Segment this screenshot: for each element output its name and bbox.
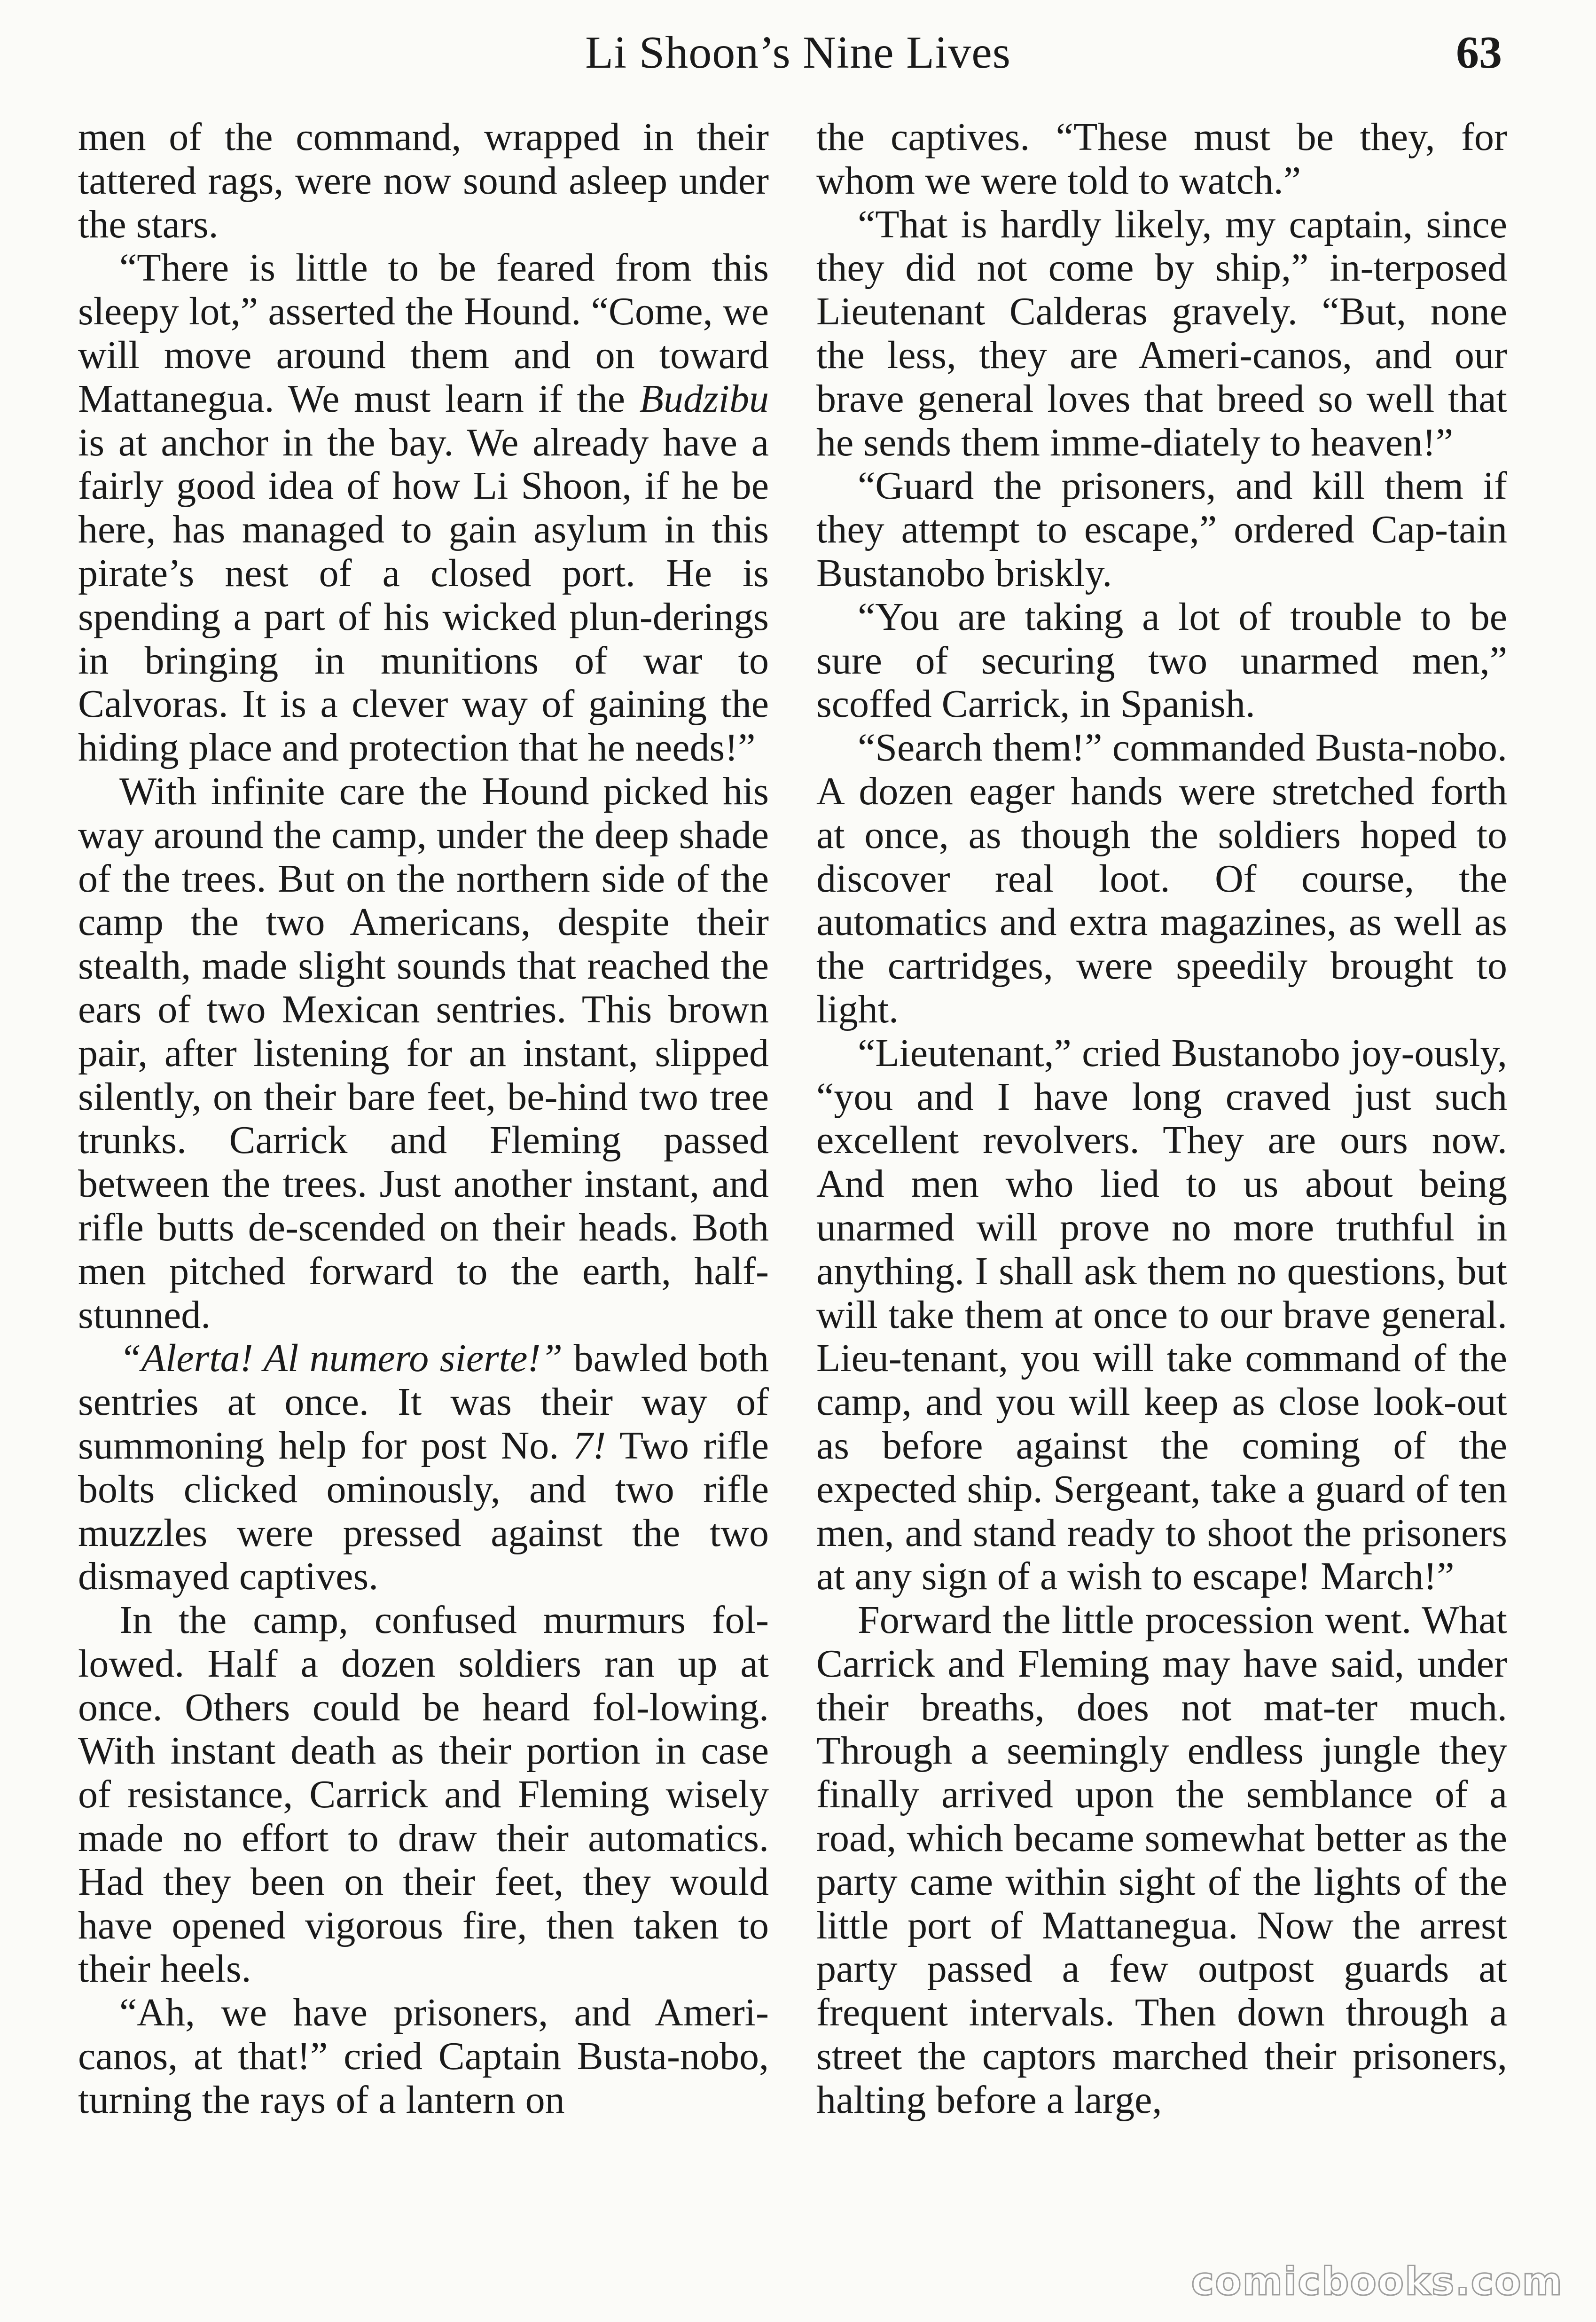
paragraph: “You are taking a lot of trouble to be sure of securing two unarmed men,” scoffed Carrick, in Spanish. (816, 595, 1507, 726)
paragraph: “Guard the prisoners, and kill them if they attempt to escape,” ordered Cap-tain Bustanobo briskly. (816, 464, 1507, 595)
paragraph: With infinite care the Hound picked his way around the camp, under the deep shade of the trees. But on the northern side of the camp the two Americans, despite their stealth, made slight sounds that reached the ears of two Mexican sentries. This brown pair, after listening for an instant, slipped silently, on their bare feet, be-hind two tree trunks. Carrick and Fleming passed between the trees. Just another instant, and rifle butts de-scended on their heads. Both men pitched forward to the earth, half-stunned. (78, 769, 769, 1337)
left-text-column (78, 116, 769, 2122)
paragraph: “Alerta! Al numero sierte!” bawled both sentries at once. It was their way of summoning help for post No. 7! Two rifle bolts clicked ominously, and two rifle muzzles were pressed against the two dismayed captives. (78, 1336, 769, 1599)
paragraph: Forward the little procession went. What Carrick and Fleming may have said, under their breaths, does not mat-ter much. Through a seemingly endless jungle they finally arrived upon the semblance of a road, which became somewhat better as the party came within sight of the lights of the little port of Mattanegua. Now the arrest party passed a few outpost guards at frequent intervals. Then down through a street the captors marched their prisoners, halting before a large, (816, 1598, 1507, 2122)
paragraph: “There is little to be feared from this sleepy lot,” asserted the Hound. “Come, we will move around them and on toward Mattanegua. We must learn if the Budzibu is at anchor in the bay. We already have a fairly good idea of how Li Shoon, if he be here, has managed to gain asylum in this pirate’s nest of a closed port. He is spending a part of his wicked plun-derings in bringing in munitions of war to Calvoras. It is a clever way of gaining the hiding place and protection that he needs!” (78, 246, 769, 770)
right-text-column (816, 116, 1507, 2122)
page-number: 63 (1456, 27, 1502, 78)
paragraph: “Ah, we have prisoners, and Ameri-canos, at that!” cried Captain Busta-nobo, turning the rays of a lantern on (78, 1991, 769, 2122)
paragraph: “Search them!” commanded Busta-nobo. A dozen eager hands were stretched forth at once, as though the soldiers hoped to discover real loot. Of course, the automatics and extra magazines, as well as the cartridges, were speedily brought to light. (816, 726, 1507, 1031)
paragraph: “Lieutenant,” cried Bustanobo joy-ously, “you and I have long craved just such excellent revolvers. They are ours now. And men who lied to us about being unarmed will prove no more truthful in anything. I shall ask them no questions, but will take them at once to our brave general. Lieu-tenant, you will take command of the camp, and you will keep as close look-out as before against the coming of the expected ship. Sergeant, take a guard of ten men, and stand ready to shoot the prisoners at any sign of a wish to escape! March!” (816, 1031, 1507, 1599)
running-header (0, 24, 1596, 85)
paragraph: men of the command, wrapped in their tattered rags, were now sound asleep under the stars. (78, 115, 769, 246)
paragraph: “That is hardly likely, my captain, since they did not come by ship,” in-terposed Lieutenant Calderas gravely. “But, none the less, they are Ameri-canos, and our brave general loves that breed so well that he sends them imme-diately to heaven!” (816, 202, 1507, 464)
page-title: Li Shoon’s Nine Lives (585, 27, 1011, 78)
site-watermark: comicbooks.com (1191, 2259, 1563, 2304)
paragraph: the captives. “These must be they, for whom we were told to watch.” (816, 115, 1507, 203)
paragraph: In the camp, confused murmurs fol-lowed. Half a dozen soldiers ran up at once. Others could be heard fol-lowing. With instant death as their portion in case of resistance, Carrick and Fleming wisely made no effort to draw their automatics. Had they been on their feet, they would have opened vigorous fire, then taken to their heels. (78, 1598, 769, 1991)
